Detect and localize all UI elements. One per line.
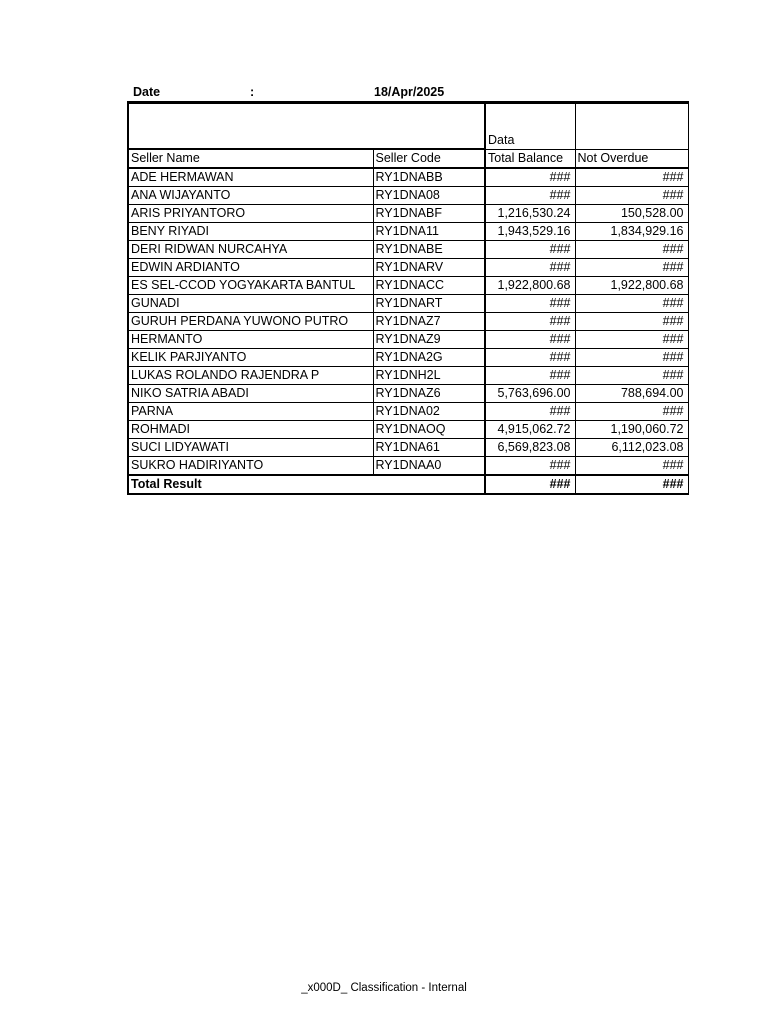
seller-name-cell: LUKAS ROLANDO RAJENDRA P [128,367,373,385]
not-overdue-cell: ### [575,403,688,421]
seller-code-cell: RY1DNA2G [373,349,485,367]
column-header-seller-name: Seller Name [128,149,373,168]
seller-name-cell: ADE HERMAWAN [128,168,373,187]
total-balance-cell: 1,943,529.16 [485,223,575,241]
total-result-row [128,475,688,494]
total-balance-cell: ### [485,187,575,205]
seller-code-cell: RY1DNART [373,295,485,313]
not-overdue-cell: ### [575,331,688,349]
not-overdue-cell: 6,112,023.08 [575,439,688,457]
seller-name-cell: ARIS PRIYANTORO [128,205,373,223]
table-row [128,223,688,241]
total-balance-cell: ### [485,168,575,187]
seller-code-cell: RY1DNH2L [373,367,485,385]
table-row [128,259,688,277]
total-balance-cell: ### [485,241,575,259]
seller-name-cell: SUKRO HADIRIYANTO [128,457,373,476]
date-value: 18/Apr/2025 [374,85,445,99]
column-header-seller-code: Seller Code [373,149,485,168]
seller-code-cell: RY1DNA02 [373,403,485,421]
not-overdue-cell: ### [575,349,688,367]
table-row [128,403,688,421]
total-balance-cell: ### [485,367,575,385]
not-overdue-cell: 1,190,060.72 [575,421,688,439]
seller-code-cell: RY1DNAOQ [373,421,485,439]
table-row [128,277,688,295]
seller-code-cell: RY1DNARV [373,259,485,277]
not-overdue-total: ### [575,475,688,494]
total-balance-cell: ### [485,259,575,277]
seller-code-cell: RY1DNAZ6 [373,385,485,403]
seller-name-cell: EDWIN ARDIANTO [128,259,373,277]
seller-code-cell: RY1DNACC [373,277,485,295]
total-balance-cell: 6,569,823.08 [485,439,575,457]
total-balance-cell: 4,915,062.72 [485,421,575,439]
table-row [128,168,688,187]
seller-code-cell: RY1DNABB [373,168,485,187]
table-row [128,313,688,331]
not-overdue-cell: ### [575,241,688,259]
total-balance-total: ### [485,475,575,494]
not-overdue-cell: 150,528.00 [575,205,688,223]
seller-code-cell: RY1DNA08 [373,187,485,205]
not-overdue-cell: ### [575,168,688,187]
seller-code-cell: RY1DNABF [373,205,485,223]
seller-name-cell: GURUH PERDANA YUWONO PUTRO [128,313,373,331]
table-row [128,421,688,439]
column-header-not-overdue: Not Overdue [575,149,688,168]
not-overdue-cell: ### [575,259,688,277]
not-overdue-cell: ### [575,457,688,476]
not-overdue-cell: ### [575,313,688,331]
classification-footer: _x000D_ Classification - Internal [301,982,467,994]
not-overdue-cell: 1,834,929.16 [575,223,688,241]
column-header-total-balance: Total Balance [485,149,575,168]
total-balance-cell: ### [485,295,575,313]
seller-name-cell: DERI RIDWAN NURCAHYA [128,241,373,259]
not-overdue-cell: ### [575,367,688,385]
seller-name-cell: ES SEL-CCOD YOGYAKARTA BANTUL [128,277,373,295]
not-overdue-cell: 1,922,800.68 [575,277,688,295]
group-header-row [128,103,688,150]
table-row [128,187,688,205]
seller-code-cell: RY1DNAZ7 [373,313,485,331]
table-row [128,439,688,457]
total-balance-cell: ### [485,331,575,349]
seller-balance-table [127,101,689,495]
seller-name-cell: GUNADI [128,295,373,313]
not-overdue-cell: ### [575,187,688,205]
report-table-area [127,101,684,496]
table-row [128,367,688,385]
seller-name-cell: HERMANTO [128,331,373,349]
date-label: Date [133,85,161,99]
table-row [128,457,688,476]
seller-name-cell: KELIK PARJIYANTO [128,349,373,367]
total-balance-cell: 5,763,696.00 [485,385,575,403]
header-blank-cell [128,103,485,150]
total-balance-cell: ### [485,349,575,367]
table-row [128,205,688,223]
seller-name-cell: PARNA [128,403,373,421]
seller-name-cell: ROHMADI [128,421,373,439]
not-overdue-cell: 788,694.00 [575,385,688,403]
total-balance-cell: ### [485,403,575,421]
seller-code-cell: RY1DNA11 [373,223,485,241]
seller-code-cell: RY1DNABE [373,241,485,259]
column-header-row [128,149,688,168]
date-colon: : [250,85,255,99]
total-balance-cell: ### [485,313,575,331]
header-blank-cell [575,103,688,150]
total-balance-cell: 1,922,800.68 [485,277,575,295]
seller-code-cell: RY1DNAZ9 [373,331,485,349]
seller-name-cell: BENY RIYADI [128,223,373,241]
not-overdue-cell: ### [575,295,688,313]
total-balance-cell: 1,216,530.24 [485,205,575,223]
date-row [133,85,673,101]
table-row [128,331,688,349]
table-row [128,241,688,259]
data-group-header: Data [485,103,575,150]
total-balance-cell: ### [485,457,575,476]
total-result-label: Total Result [128,475,485,494]
table-row [128,349,688,367]
seller-code-cell: RY1DNA61 [373,439,485,457]
seller-name-cell: ANA WIJAYANTO [128,187,373,205]
seller-code-cell: RY1DNAA0 [373,457,485,476]
seller-name-cell: NIKO SATRIA ABADI [128,385,373,403]
table-row [128,385,688,403]
table-row [128,295,688,313]
seller-name-cell: SUCI LIDYAWATI [128,439,373,457]
